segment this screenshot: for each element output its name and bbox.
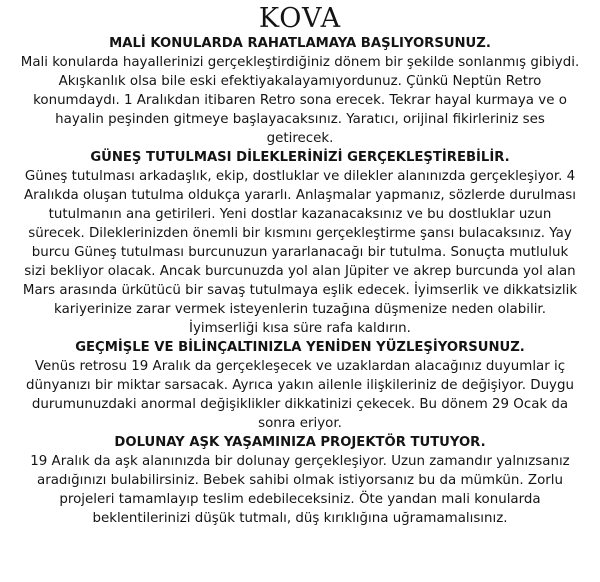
body-line: 19 Aralık da aşk alanınızda bir dolunay gerçekleşiyor. Uzun zamandır yalnızsanız: [30, 454, 570, 469]
body-line: projeleri tamamlayıp teslim edebileceksiniz. Öte yandan mali konularda: [59, 492, 541, 507]
section-finance: [4, 34, 596, 148]
section-heading: GEÇMİŞLE VE BİLİNÇALTINIZLA YENİDEN YÜZLEŞİYORSUNUZ.: [75, 340, 525, 355]
sign-title: KOVA: [258, 3, 342, 34]
body-line: Güneş tutulması arkadaşlık, ekip, dostluklar ve dilekler alanınızda gerçekleşiyor. 4: [24, 169, 576, 184]
body-line: tutulmanın ana getirileri. Yeni dostlar kazanacaksınız ve bu dostluklar uzun: [48, 207, 552, 222]
body-line: beklentilerinizi düşük tutmalı, düş kırıklığına uğramamalısınız.: [92, 511, 508, 526]
section-heading: DOLUNAY AŞK YAŞAMINIZA PROJEKTÖR TUTUYOR.: [114, 435, 486, 450]
body-line: Mali konularda hayallerinizi gerçekleştirdiğiniz dönem bir şekilde sonlanmış gibiydi.: [20, 55, 580, 70]
section-heading: GÜNEŞ TUTULMASI DİLEKLERİNİZİ GERÇEKLEŞTİREBİLİR.: [90, 150, 510, 165]
section-solar-eclipse: [4, 148, 596, 338]
body-line: sizi bekliyor olacak. Ancak burcunuzda yol alan Jüpiter ve akrep burcunda yol alan: [24, 264, 576, 279]
body-line: İyimserliği kısa süre rafa kaldırın.: [189, 321, 411, 336]
section-full-moon: [4, 433, 596, 528]
section-body: [4, 167, 596, 338]
section-heading: MALİ KONULARDA RAHATLAMAYA BAŞLIYORSUNUZ.: [109, 36, 491, 51]
body-line: Akışkanlık olsa bile eski efektiyakalayamıyordunuz. Çünkü Neptün Retro: [58, 74, 542, 89]
body-line: getirecek.: [266, 131, 334, 146]
section-body: [4, 53, 596, 148]
body-line: kariyerinize zarar vermek isteyenlerin tuzağına düşmenize neden olabilir.: [54, 302, 546, 317]
body-line: Venüs retrosu 19 Aralık da gerçekleşecek ve uzaklardan alacağınız duyumlar iç: [34, 359, 566, 374]
body-line: sonra eriyor.: [258, 416, 342, 431]
body-line: Mars arasında ürkütücü bir savaş tutulmaya eşlik edecek. İyimserlik ve dikkatsizlik: [22, 283, 578, 298]
body-line: burcu Güneş tutulması burcunuzun yararlanacağı bir tutulma. Sonuçta mutluluk: [31, 245, 569, 260]
body-line: konumdaydı. 1 Aralıkdan itibaren Retro sona erecek. Tekrar hayal kurmaya ve o: [33, 93, 567, 108]
section-body: [4, 357, 596, 433]
section-body: [4, 452, 596, 528]
body-line: sürecek. Dileklerinizden önemli bir kısmını gerçekleştirme şansı bulacaksınız. Yay: [28, 226, 572, 241]
section-past: [4, 338, 596, 433]
body-line: durumunuzdaki anormal değişiklikler dikkatinizi çekecek. Bu dönem 29 Ocak da: [31, 397, 569, 412]
body-line: hayalin peşinden gitmeye başlayacaksınız. Yaratıcı, orijinal fikirleriniz ses: [55, 112, 545, 127]
body-line: Aralıkda oluşan tutulma oldukça yararlı. Anlaşmalar yapmanız, sözlerde durulması: [23, 188, 577, 203]
body-line: aradığınızı bulabilirsiniz. Bebek sahibi olmak istiyorsanız bu da mümkün. Zorlu: [37, 473, 563, 488]
body-line: dünyanızı bir miktar sarsacak. Ayrıca yakın ailenle ilişkileriniz de değişiyor. Duygu: [26, 378, 574, 393]
